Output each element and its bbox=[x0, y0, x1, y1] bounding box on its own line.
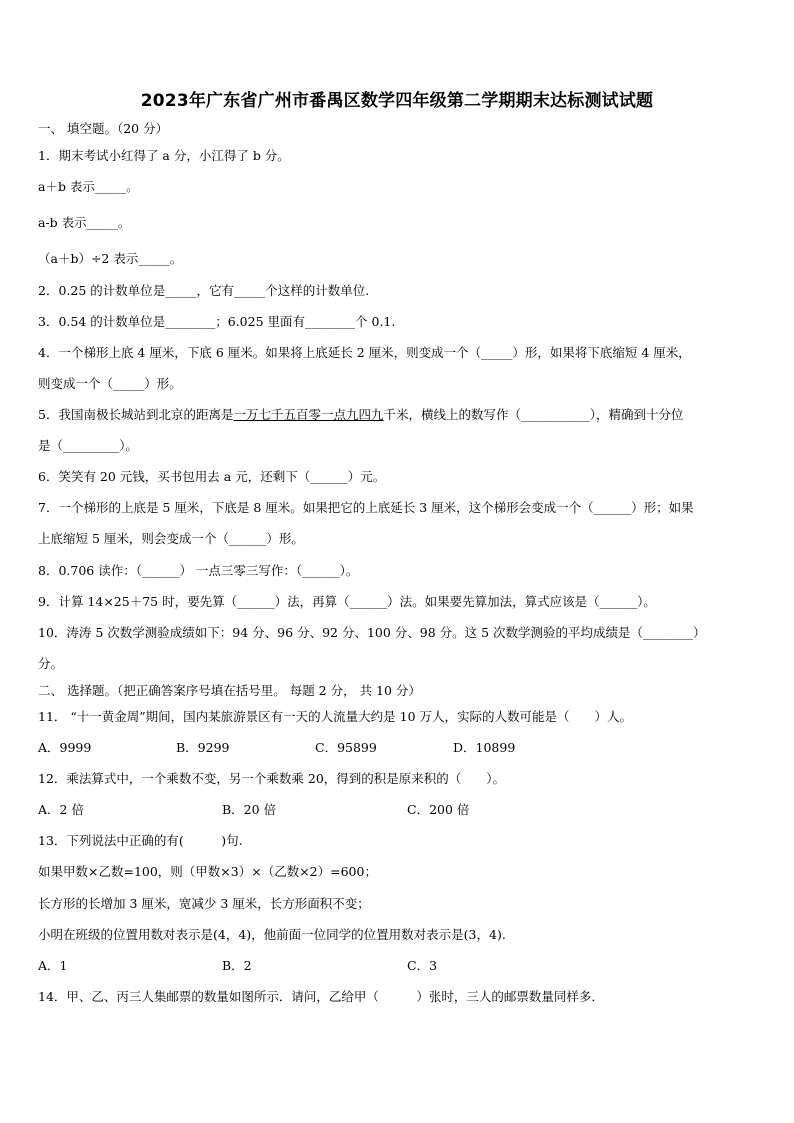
question-6: 6．笑笑有 20 元钱，买书包用去 a 元，还剩下（______）元。 bbox=[38, 469, 386, 484]
question-1-part-b: a-b 表示_____。 bbox=[38, 215, 131, 230]
question-5-underlined-number: 一万七千五百零一点九四九 bbox=[233, 407, 384, 422]
question-5-prefix: 5．我国南极长城站到北京的距离是 bbox=[38, 407, 234, 422]
question-13-option-a: A．1 bbox=[38, 958, 68, 973]
question-13-stem: 13．下列说法中正确的有( )句. bbox=[38, 833, 243, 848]
question-12-option-c: C．200 倍 bbox=[407, 802, 470, 817]
question-11-option-b: B．9299 bbox=[176, 740, 230, 755]
question-11-stem: 11． “十一黄金周”期间，国内某旅游景区有一天的人流量大约是 10 万人，实际的人数可能是（ ）人。 bbox=[38, 709, 633, 724]
question-12-stem: 12．乘法算式中，一个乘数不变，另一个乘数乘 20，得到的积是原来积的（ ）。 bbox=[38, 771, 506, 786]
question-11-option-d: D．10899 bbox=[453, 740, 516, 755]
question-13-statement-3: 小明在班级的位置用数对表示是(4，4)，他前面一位同学的位置用数对表示是(3，4). bbox=[38, 927, 506, 942]
question-1-stem: 1．期末考试小红得了 a 分，小江得了 b 分。 bbox=[38, 148, 290, 163]
question-2: 2．0.25 的计数单位是_____，它有_____个这样的计数单位. bbox=[38, 283, 370, 298]
question-4-line-2: 则变成一个（_____）形。 bbox=[38, 376, 182, 391]
question-13-option-b: B．2 bbox=[222, 958, 252, 973]
question-9: 9．计算 14×25＋75 时，要先算（______）法，再算（______）法。如果要先算加法，算式应该是（______）。 bbox=[38, 594, 656, 609]
question-8: 8．0.706 读作：（______） 一点三零三写作：（______）。 bbox=[38, 563, 359, 578]
page-title: 2023年广东省广州市番禺区数学四年级第二学期期末达标测试试题 bbox=[140, 91, 654, 111]
question-10-line-2: 分。 bbox=[38, 656, 64, 671]
question-11-option-c: C．95899 bbox=[315, 740, 377, 755]
question-10-line-1: 10．涛涛 5 次数学测验成绩如下：94 分、96 分、92 分、100 分、98 分。这 5 次数学测验的平均成绩是（________） bbox=[38, 625, 706, 640]
question-1-part-c: （a＋b）÷2 表示_____。 bbox=[38, 251, 183, 266]
question-14: 14．甲、乙、丙三人集邮票的数量如图所示．请问，乙给甲（ ）张时，三人的邮票数量同样多． bbox=[38, 989, 604, 1004]
question-5-line-1 bbox=[38, 407, 684, 423]
question-5-suffix: 千米，横线上的数写作（___________），精确到十分位 bbox=[383, 407, 684, 422]
section-1-heading: 一、 填空题。（20 分） bbox=[38, 121, 169, 136]
section-2-heading: 二、 选择题。（把正确答案序号填在括号里。 每题 2 分， 共 10 分） bbox=[38, 683, 421, 698]
question-5-line-2: 是（_________）。 bbox=[38, 438, 139, 453]
question-3: 3．0.54 的计数单位是________；6.025 里面有________个 0.1. bbox=[38, 314, 396, 329]
question-7-line-2: 上底缩短 5 厘米，则会变成一个（______）形。 bbox=[38, 531, 304, 546]
question-4-line-1: 4．一个梯形上底 4 厘米，下底 6 厘米。如果将上底延长 2 厘米，则变成一个（_____）形，如果将下底缩短 4 厘米， bbox=[38, 345, 691, 360]
question-1-part-a: a＋b 表示_____。 bbox=[38, 179, 139, 194]
question-7-line-1: 7．一个梯形的上底是 5 厘米，下底是 8 厘米。如果把它的上底延长 3 厘米，这个梯形会变成一个（______）形；如果 bbox=[38, 500, 694, 515]
question-11-option-a: A．9999 bbox=[38, 740, 92, 755]
question-12-option-b: B．20 倍 bbox=[222, 802, 277, 817]
question-13-statement-2: 长方形的长增加 3 厘米，宽减少 3 厘米，长方形面积不变； bbox=[38, 896, 370, 911]
question-12-option-a: A．2 倍 bbox=[38, 802, 84, 817]
question-13-option-c: C．3 bbox=[407, 958, 438, 973]
question-13-statement-1: 如果甲数×乙数=100，则（甲数×3）×（乙数×2）=600； bbox=[38, 864, 377, 879]
